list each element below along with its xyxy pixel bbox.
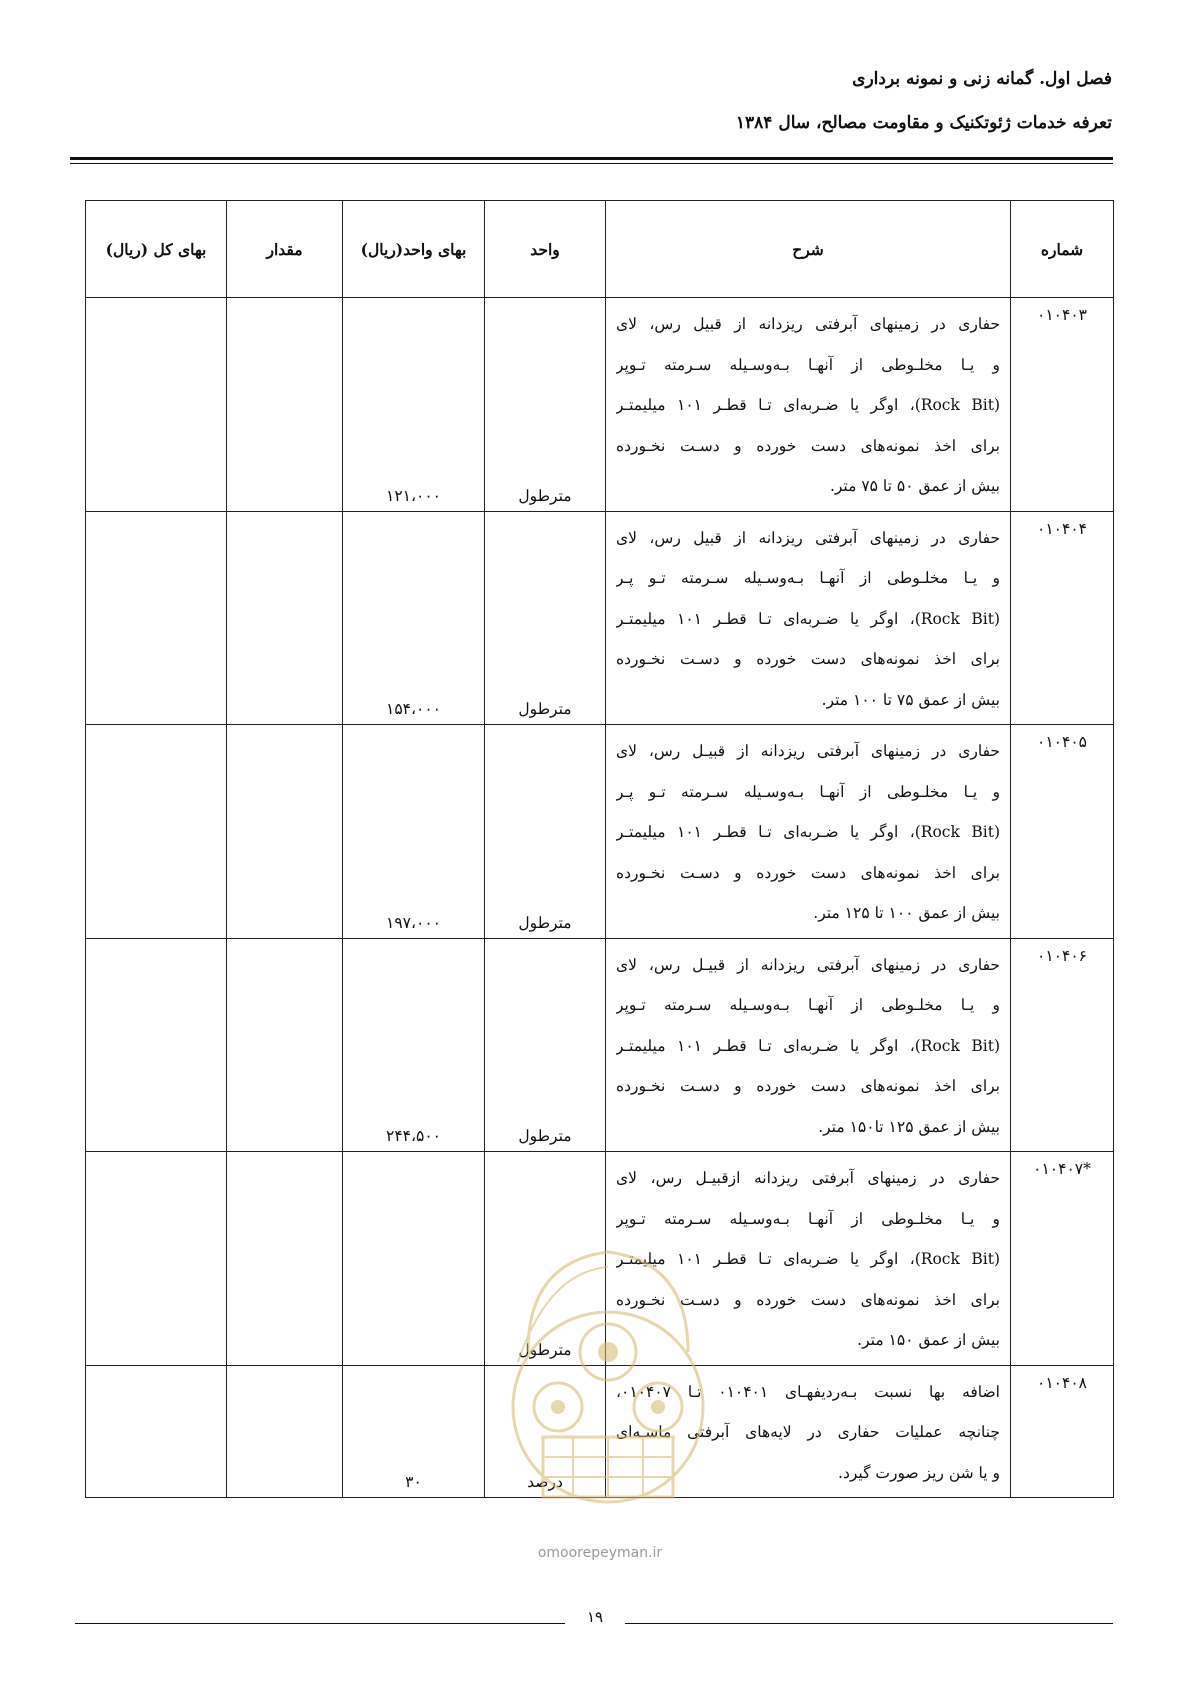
- item-quantity: [227, 298, 343, 512]
- header-rule-thick: [70, 157, 1113, 160]
- item-description: [606, 511, 1011, 725]
- document-subtitle: تعرفه خدمات ژئوتکنیک و مقاومت مصالح، سال ۱۳۸۴: [735, 113, 1112, 133]
- table-row: [86, 938, 1114, 1152]
- description-line: و یا شن ریز صورت گیرد.: [838, 1463, 1000, 1482]
- table-row: [86, 298, 1114, 512]
- description-line: برای اخذ نمونه‌های دست خورده و دسـت نخـورده: [616, 436, 1000, 455]
- column-header-unit-price: بهای واحد(ریال): [343, 201, 485, 298]
- item-unit: مترطول: [485, 511, 606, 725]
- description-line: (Rock Bit)، اوگر یا ضـربه‌ای تـا قطـر ۱۰۱ میلیمتـر: [616, 823, 1000, 841]
- table-row: [86, 511, 1114, 725]
- header-rule-thin: [70, 163, 1113, 164]
- item-unit-price: ۳۰: [343, 1365, 485, 1498]
- item-total-price: [86, 298, 227, 512]
- item-unit-price: [343, 1152, 485, 1366]
- page-header: [736, 62, 1112, 140]
- item-unit: مترطول: [485, 725, 606, 939]
- description-line: چنانچه عملیات حفاری در لایه‌های آبرفتی ماسـه‌ای: [616, 1423, 1000, 1441]
- chapter-title: فصل اول. گمانه زنی و نمونه برداری: [852, 69, 1112, 89]
- item-number: ۰۱۰۴۰۵: [1011, 725, 1114, 939]
- description-line: و یـا مخلـوطی از آنهـا بـه‌وسـیله سـرمته تـوپر: [616, 996, 1000, 1014]
- item-quantity: [227, 725, 343, 939]
- description-line: بیش از عمق ۱۲۵ تا۱۵۰ متر.: [818, 1117, 1000, 1136]
- description-line: برای اخذ نمونه‌های دست خورده و دسـت نخـورده: [616, 1077, 1000, 1095]
- item-unit-price: ۲۴۴،۵۰۰: [343, 938, 485, 1152]
- item-quantity: [227, 938, 343, 1152]
- description-line: بیش از عمق ۵۰ تا ۷۵ متر.: [829, 477, 1000, 495]
- description-line: و یـا مخلـوطی از آنهـا بـه‌وسـیله سـرمته تـوپر: [616, 355, 1000, 374]
- item-description: [606, 938, 1011, 1152]
- item-unit: مترطول: [485, 298, 606, 512]
- description-line: (Rock Bit)، اوگر یا ضـربه‌ای تـا قطـر ۱۰۱ میلیمتـر: [616, 1250, 1000, 1268]
- footer-rule-left: [75, 1623, 565, 1624]
- description-line: (Rock Bit)، اوگر یا ضـربه‌ای تـا قطـر ۱۰۱ میلیمتـر: [616, 396, 1000, 414]
- table-header-row: [86, 201, 1114, 298]
- item-unit-price: ۱۲۱،۰۰۰: [343, 298, 485, 512]
- column-header-unit: واحد: [485, 201, 606, 298]
- column-header-quantity: مقدار: [227, 201, 343, 298]
- column-header-total-price: بهای کل (ریال): [86, 201, 227, 298]
- item-quantity: [227, 511, 343, 725]
- item-description: [606, 298, 1011, 512]
- item-number: *۰۱۰۴۰۷: [1011, 1152, 1114, 1366]
- item-number: ۰۱۰۴۰۶: [1011, 938, 1114, 1152]
- description-line: حفاری در زمینهای آبرفتی ریزدانه ازقبیـل رس، لای: [616, 1169, 1000, 1187]
- description-line: برای اخذ نمونه‌های دست خورده و دسـت نخـورده: [616, 863, 1000, 882]
- description-line: (Rock Bit)، اوگر یا ضـربه‌ای تـا قطـر ۱۰۱ میلیمتـر: [616, 1036, 1000, 1055]
- description-line: حفاری در زمینهای آبرفتی ریزدانه از قبیل رس، لای: [616, 528, 1000, 547]
- item-total-price: [86, 1365, 227, 1498]
- description-line: و یـا مخلـوطی از آنهـا بـه‌وسـیله سـرمته تـوپر: [616, 1209, 1000, 1228]
- description-line: حفاری در زمینهای آبرفتی ریزدانه از قبیـل رس، لای: [616, 742, 1000, 760]
- item-total-price: [86, 511, 227, 725]
- item-number: ۰۱۰۴۰۸: [1011, 1365, 1114, 1498]
- watermark-url: omoorepeyman.ir: [537, 1545, 663, 1561]
- item-quantity: [227, 1152, 343, 1366]
- item-number: ۰۱۰۴۰۴: [1011, 511, 1114, 725]
- item-unit-price: ۱۹۷،۰۰۰: [343, 725, 485, 939]
- footer-rule-right: [625, 1623, 1113, 1624]
- item-description: [606, 725, 1011, 939]
- item-unit-price: ۱۵۴،۰۰۰: [343, 511, 485, 725]
- item-number: ۰۱۰۴۰۳: [1011, 298, 1114, 512]
- item-unit: مترطول: [485, 938, 606, 1152]
- table-row: [86, 725, 1114, 939]
- description-line: اضافه بها نسبت بـه‌ردیفهـای ۰۱۰۴۰۱ تـا ۰۱۰۴۰۷،: [616, 1382, 1000, 1401]
- item-total-price: [86, 725, 227, 939]
- description-line: بیش از عمق ۷۵ تا ۱۰۰ متر.: [821, 690, 1000, 709]
- page-number: ۱۹: [586, 1608, 604, 1626]
- description-line: بیش از عمق ۱۵۰ متر.: [857, 1331, 1000, 1349]
- description-line: حفاری در زمینهای آبرفتی ریزدانه از قبیـل رس، لای: [616, 955, 1000, 974]
- item-total-price: [86, 938, 227, 1152]
- description-line: بیش از عمق ۱۰۰ تا ۱۲۵ متر.: [813, 904, 1000, 922]
- item-unit: درصد: [485, 1365, 606, 1498]
- item-quantity: [227, 1365, 343, 1498]
- column-header-description: شرح: [606, 201, 1011, 298]
- description-line: برای اخذ نمونه‌های دست خورده و دسـت نخـورده: [616, 1290, 1000, 1309]
- description-line: و یـا مخلـوطی از آنهـا بـه‌وسـیله سـرمته تـو پـر: [616, 569, 1000, 587]
- item-unit: مترطول: [485, 1152, 606, 1366]
- description-line: برای اخذ نمونه‌های دست خورده و دسـت نخـورده: [616, 650, 1000, 668]
- description-line: (Rock Bit)، اوگر یا ضـربه‌ای تـا قطـر ۱۰۱ میلیمتـر: [616, 609, 1000, 628]
- description-line: حفاری در زمینهای آبرفتی ریزدانه از قبیل رس، لای: [616, 315, 1000, 333]
- watermark-seal-icon: [488, 1232, 728, 1532]
- column-header-number: شماره: [1011, 201, 1114, 298]
- description-line: و یـا مخلـوطی از آنهـا بـه‌وسـیله سـرمته تـو پـر: [616, 782, 1000, 801]
- item-total-price: [86, 1152, 227, 1366]
